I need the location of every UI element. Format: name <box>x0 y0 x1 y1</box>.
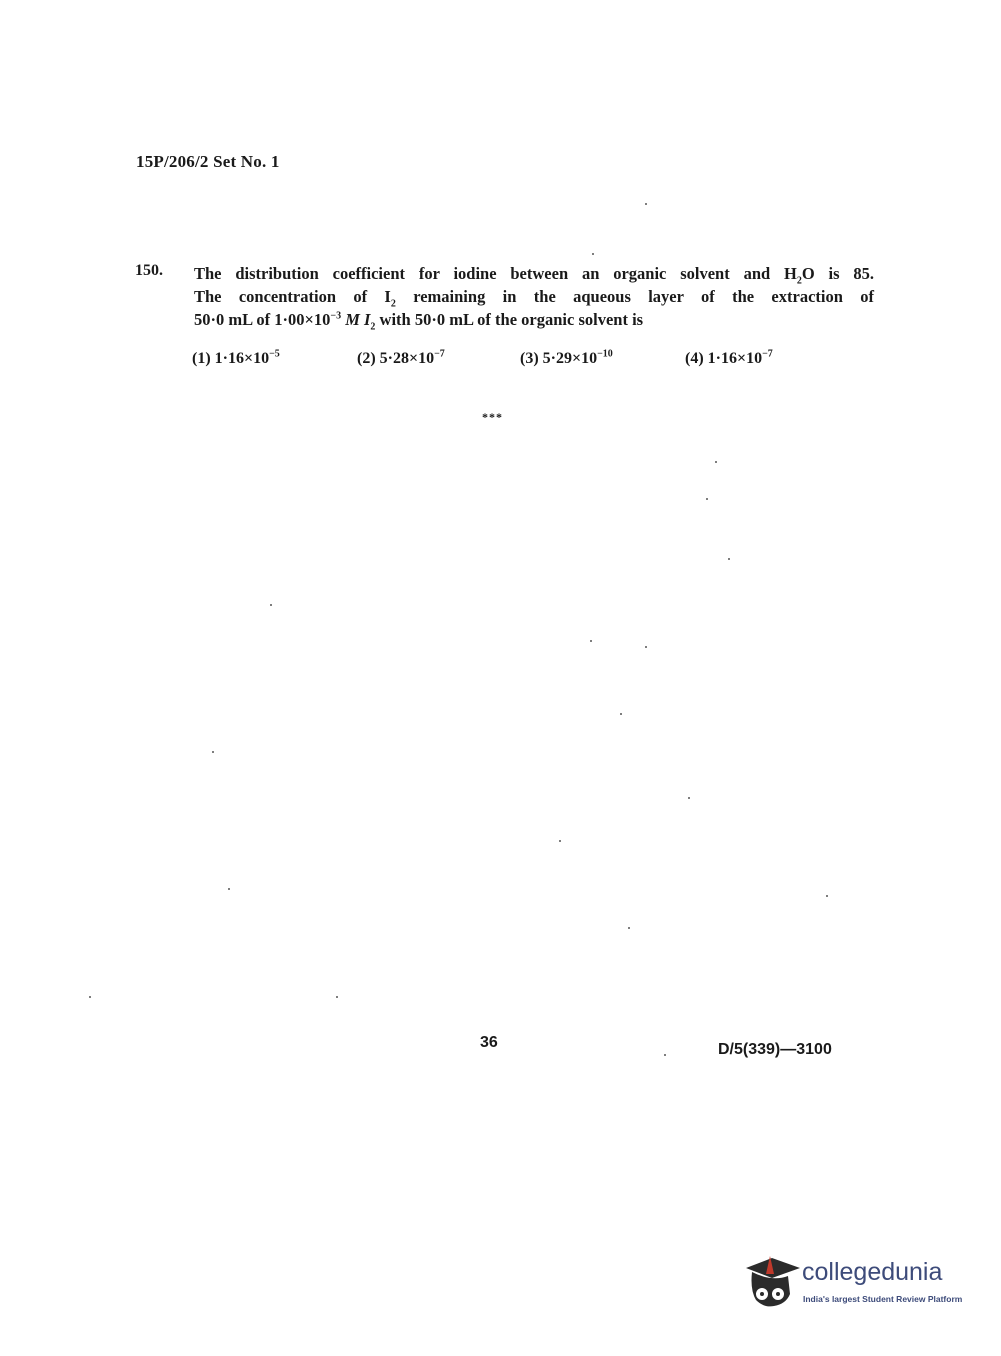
page-number: 36 <box>480 1034 498 1051</box>
option-2: (2) $5\cdot 28\times 10^{-7}$ <box>357 348 445 367</box>
question-text <box>194 262 874 331</box>
question-line-2: The concentration of $I_2$ remaining in the aqueous layer of the extraction of <box>194 287 874 310</box>
print-code: D/5(339)—3100 <box>718 1041 832 1058</box>
question-line-1: The distribution coefficient for iodine between an organic solvent and $H_2O$ is 85. <box>194 264 874 287</box>
question-number: 150. <box>135 262 163 279</box>
page-header: 15P/206/2 Set No. 1 <box>136 152 280 171</box>
logo-wordmark: collegedunia <box>802 1258 943 1286</box>
option-4: (4) $1\cdot 16\times 10^{-7}$ <box>685 348 773 367</box>
option-3: (3) $5\cdot 29\times 10^{-10}$ <box>520 348 613 367</box>
option-1: (1) $1\cdot 16\times 10^{-5}$ <box>192 348 280 367</box>
mascot-icon <box>742 1250 802 1312</box>
section-separator: *** <box>482 410 503 424</box>
question-line-3: 50·0 mL of $1\cdot 00\times 10^{-3}$ M $I_2$ with 50·0 mL of the organic solvent is <box>194 310 644 333</box>
logo-tagline: India's largest Student Review Platform <box>803 1294 963 1304</box>
collegedunia-logo <box>742 1250 972 1312</box>
